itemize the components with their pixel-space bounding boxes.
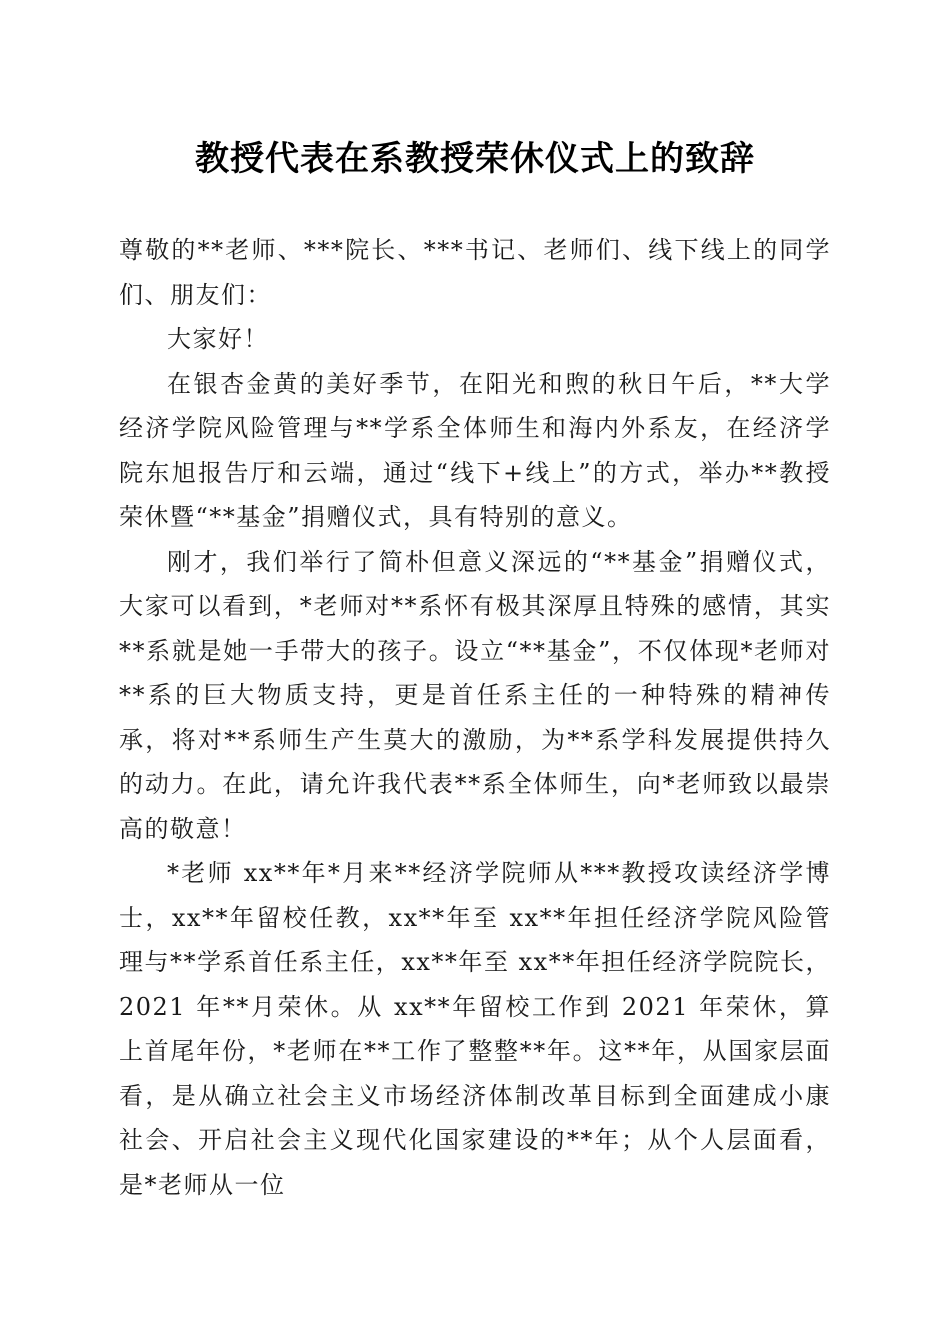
greeting: 大家好！ bbox=[167, 325, 269, 353]
paragraph: *老师 xx**年*月来**经济学院师从***教授攻读经济学博士，xx**年留校任教，xx**年至 xx**年担任经济学院风险管理与**学系首任系主任，xx**年至 xx**年担任经济学院院长，2021 年**月荣休。从 xx**年留校工作到 2021 年荣休，算上首尾年份，*老师在**工作了整整**年。这**年，从国家层面看，是从确立社会主义市场经济体制改革目标到全面建成小康社会、开启社会主义现代化国家建设的**年；从个人层面看，是*老师从一位 bbox=[119, 859, 831, 1199]
document-body bbox=[119, 228, 831, 1207]
paragraph: 刚才，我们举行了简朴但意义深远的“**基金”捐赠仪式，大家可以看到，*老师对**系怀有极其深厚且特殊的感情，其实**系就是她一手带大的孩子。设立“**基金”，不仅体现*老师对**系的巨大物质支持，更是首任系主任的一种特殊的精神传承，将对**系师生产生莫大的激励，为**系学科发展提供持久的动力。在此，请允许我代表**系全体师生，向*老师致以最崇高的敬意！ bbox=[119, 547, 831, 843]
document-title: 教授代表在系教授荣休仪式上的致辞 bbox=[195, 139, 755, 179]
paragraph: 在银杏金黄的美好季节，在阳光和煦的秋日午后，**大学经济学院风险管理与**学系全体师生和海内外系友，在经济学院东旭报告厅和云端，通过“线下+线上”的方式，举办**教授荣休暨“**基金”捐赠仪式，具有特别的意义。 bbox=[119, 369, 831, 531]
salutation: 尊敬的**老师、***院长、***书记、老师们、线下线上的同学们、朋友们： bbox=[119, 236, 831, 309]
